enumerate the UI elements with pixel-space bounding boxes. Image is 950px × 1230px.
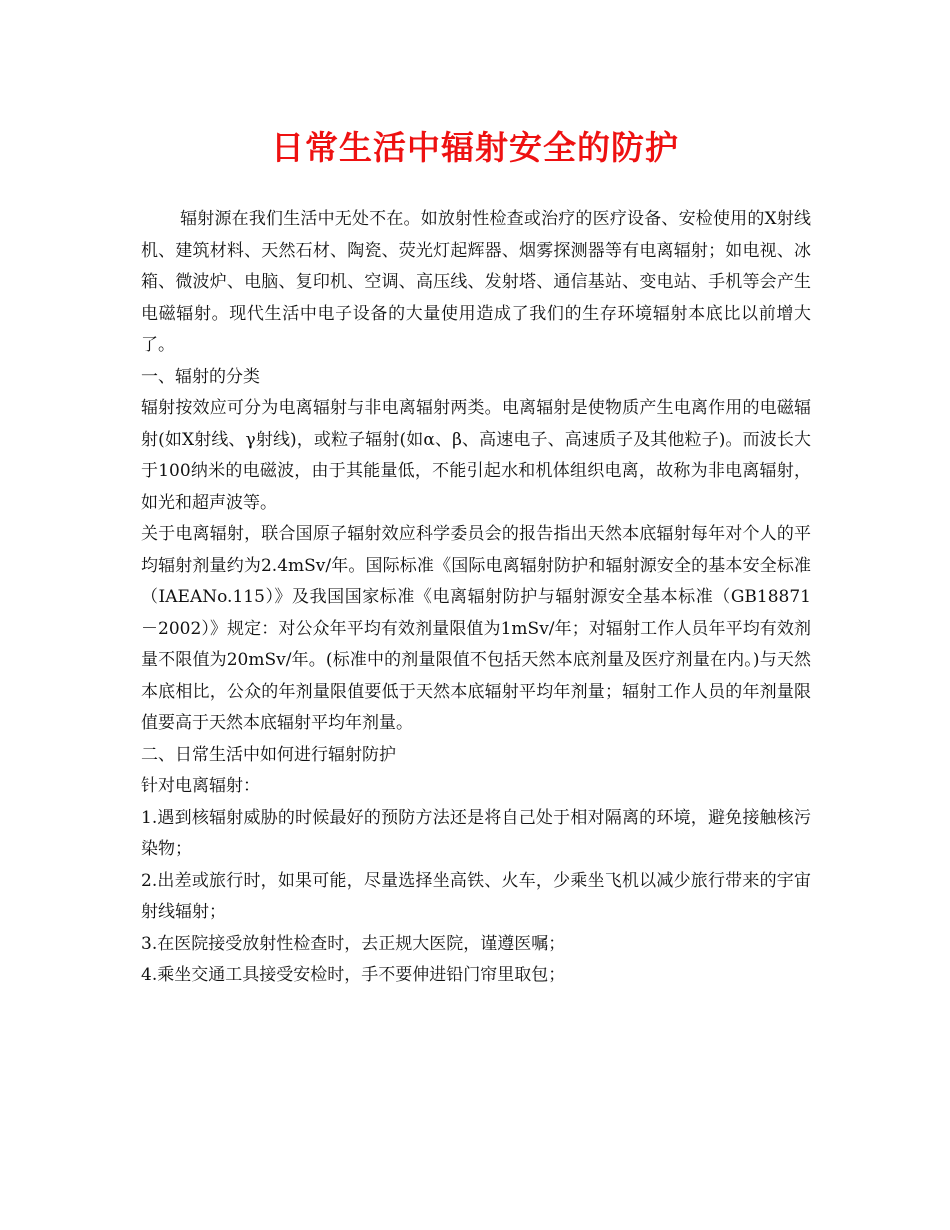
subheading-ionizing: 针对电离辐射：	[141, 776, 260, 796]
list-item-2: 2.出差或旅行时，如果可能，尽量选择坐高铁、火车，少乘坐飞机以减少旅行带来的宇宙射线辐射；	[141, 870, 811, 922]
document-title: 日常生活中辐射安全的防护	[271, 128, 679, 167]
intro-paragraph: 辐射源在我们生活中无处不在。如放射性检查或治疗的医疗设备、安检使用的X射线机、建筑材料、天然石材、陶瓷、荧光灯起辉器、烟雾探测器等有电离辐射；如电视、冰箱、微波炉、电脑、复印机、空调、高压线、发射塔、通信基站、变电站、手机等会产生电磁辐射。现代生活中电子设备的大量使用造成了我们的生存环境辐射本底比以前增大了。	[141, 209, 811, 355]
document-body	[141, 204, 811, 992]
section-heading-protection: 二、日常生活中如何进行辐射防护	[141, 744, 396, 765]
list-item-4: 4.乘坐交通工具接受安检时，手不要伸进铅门帘里取包；	[141, 965, 566, 985]
list-item-1: 1.遇到核辐射威胁的时候最好的预防方法还是将自己处于相对隔离的环境，避免接触核污染物；	[141, 807, 811, 859]
ionizing-dose-paragraph: 关于电离辐射，联合国原子辐射效应科学委员会的报告指出天然本底辐射每年对个人的平均辐射剂量约为2.4mSv/年。国际标准《国际电离辐射防护和辐射源安全的基本安全标准（IAEANo.115）》及我国国家标准《电离辐射防护与辐射源安全基本标准（GB18871－2002）》规定：对公众年平均有效剂量限值为1mSv/年；对辐射工作人员年平均有效剂量不限值为20mSv/年。(标准中的剂量限值不包括天然本底剂量及医疗剂量在内。)与天然本底相比，公众的年剂量限值要低于天然本底辐射平均年剂量；辐射工作人员的年剂量限值要高于天然本底辐射平均年剂量。	[141, 524, 811, 733]
classification-paragraph: 辐射按效应可分为电离辐射与非电离辐射两类。电离辐射是使物质产生电离作用的电磁辐射(如X射线、γ射线)，或粒子辐射(如α、β、高速电子、高速质子及其他粒子)。而波长大于100纳米的电磁波，由于其能量低，不能引起水和机体组织电离，故称为非电离辐射，如光和超声波等。	[141, 398, 811, 513]
list-item-3: 3.在医院接受放射性检查时，去正规大医院，谨遵医嘱；	[141, 933, 566, 954]
section-heading-classification: 一、辐射的分类	[141, 366, 260, 387]
